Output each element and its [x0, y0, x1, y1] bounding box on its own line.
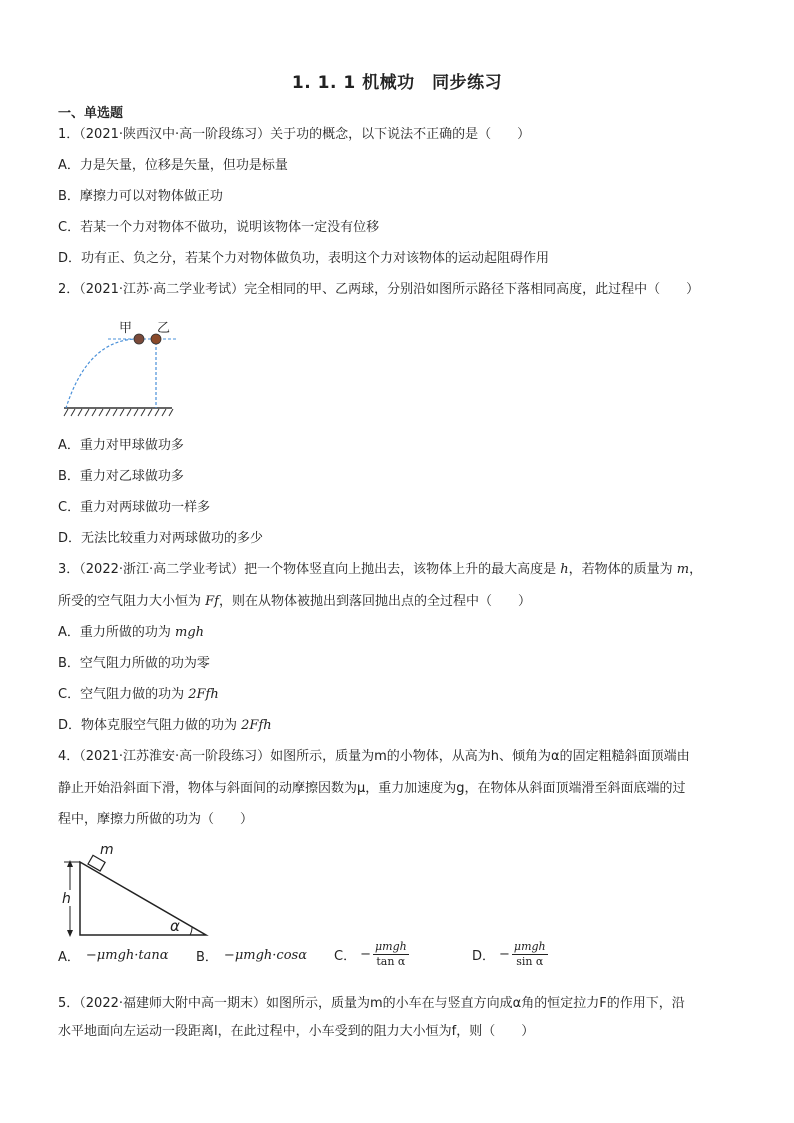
q4-stem-line1: 4．（2021·江苏淮安·高一阶段练习）如图所示，质量为m的小物体，从高为h、倾角为α的固定粗糙斜面顶端由: [58, 749, 690, 764]
q2-figure: [58, 312, 178, 422]
angle-arc: [190, 927, 192, 935]
ground-hatching: [64, 409, 173, 416]
ball-jia: [134, 334, 144, 344]
q4-incline-figure: [58, 840, 218, 940]
label-jia: 甲: [119, 321, 133, 336]
q2-stem: 2．（2021·江苏·高二学业考试）完全相同的甲、乙两球，分别沿如图所示路径下落相同高度，此过程中（ ）: [58, 282, 700, 297]
height-arrow-top: [67, 860, 73, 867]
label-yi: 乙: [157, 321, 171, 336]
q4-option-d: D． − $\frac{\text{μmgh}}{\text{sin α}}$: [472, 940, 546, 968]
parabola-path-jia: [66, 339, 138, 408]
q4-option-a: A． −μmgh·tanα: [58, 948, 169, 965]
q1-stem: 1．（2021·陕西汉中·高一阶段练习）关于功的概念，以下说法不正确的是（ ）: [58, 127, 531, 142]
section-heading: 一、单选题: [58, 106, 124, 121]
q2-option-b: B．重力对乙球做功多: [58, 469, 184, 484]
fraction-c: $\frac{\text{μmgh}}{\text{tan α}}$: [374, 940, 407, 968]
q2-option-c: C．重力对两球做功一样多: [58, 500, 211, 515]
q2-option-a: A．重力对甲球做功多: [58, 438, 184, 453]
q3-option-a: A．重力所做的功为 mgh: [58, 625, 205, 640]
label-h: h: [62, 891, 71, 907]
height-arrow-bottom: [67, 930, 73, 937]
q3-option-d: D．物体克服空气阻力做的功为 2Ffh: [58, 718, 272, 733]
q2-option-d: D．无法比较重力对两球做功的多少: [58, 531, 264, 546]
q5-stem-line2: 水平地面向左运动一段距离l，在此过程中，小车受到的阻力大小恒为f，则（ ）: [58, 1024, 535, 1039]
q3-option-c: C．空气阻力做的功为 2Ffh: [58, 687, 219, 702]
q3-option-b: B．空气阻力所做的功为零: [58, 656, 210, 671]
q3-stem-line1: 3．（2022·浙江·高二学业考试）把一个物体竖直向上抛出去，该物体上升的最大高度是 h，若物体的质量为 m，: [58, 562, 703, 577]
q1-option-d: D．功有正、负之分，若某个力对物体做负功，表明这个力对该物体的运动起阻碍作用: [58, 251, 550, 266]
incline-triangle: [80, 862, 206, 935]
q4-stem-line3: 程中，摩擦力所做的功为（ ）: [58, 812, 254, 827]
q1-option-c: C．若某一个力对物体不做功，说明该物体一定没有位移: [58, 220, 380, 235]
q1-option-b: B．摩擦力可以对物体做正功: [58, 189, 223, 204]
q4-option-c: C． − $\frac{\text{μmgh}}{\text{tan α}}$: [334, 940, 407, 968]
q5-stem-line1: 5．（2022·福建师大附中高一期末）如图所示，质量为m的小车在与竖直方向成α角的恒定拉力F的作用下，沿: [58, 996, 685, 1011]
q1-option-a: A．力是矢量，位移是矢量，但功是标量: [58, 158, 288, 173]
q3-stem-line2: 所受的空气阻力大小恒为 Ff，则在从物体被抛出到落回抛出点的全过程中（ ）: [58, 594, 531, 609]
q4-stem-line2: 静止开始沿斜面下滑，物体与斜面间的动摩擦因数为μ，重力加速度为g，在物体从斜面顶端滑至斜面底端的过: [58, 781, 686, 796]
label-m: m: [100, 842, 114, 858]
label-alpha: α: [170, 917, 180, 935]
fraction-d: $\frac{\text{μmgh}}{\text{sin α}}$: [513, 940, 546, 968]
q4-option-b: B． −μmgh·cosα: [196, 948, 307, 965]
page-title: 1. 1. 1 机械功 同步练习: [291, 73, 503, 93]
